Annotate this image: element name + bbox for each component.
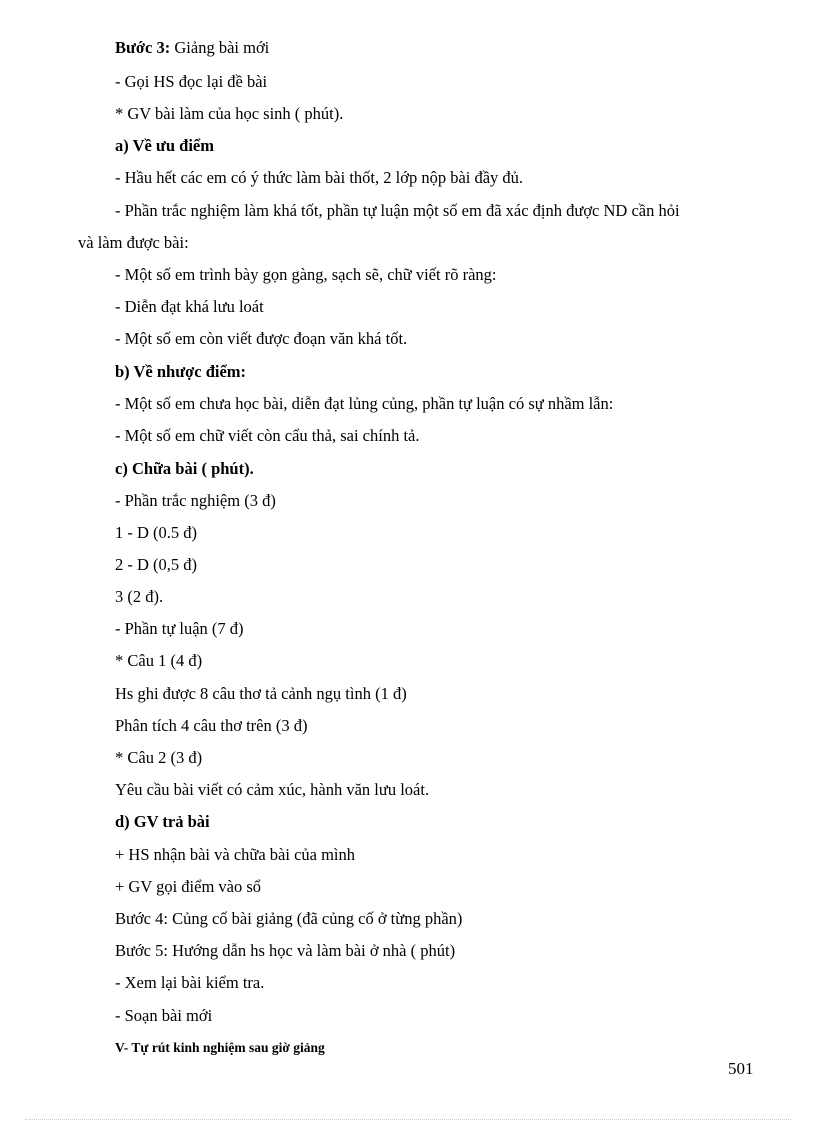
text-line: Bước 5: Hướng dẫn hs học và làm bài ở nhà ( phút) xyxy=(115,941,456,960)
heading-text: a) Về ưu điểm xyxy=(115,136,214,155)
step3-label: Bước 3: xyxy=(115,38,171,57)
text-line: Bước 4: Củng cố bài giảng (đã củng cố ở từng phần) xyxy=(115,909,463,928)
heading-text: c) Chữa bài ( phút). xyxy=(115,459,254,478)
text-line: - Gọi HS đọc lại đề bài xyxy=(115,72,268,91)
section-heading-a xyxy=(115,136,214,156)
text-line: 1 - D (0.5 đ) xyxy=(115,523,198,542)
section-heading-d xyxy=(115,812,210,832)
text-line: * Câu 1 (4 đ) xyxy=(115,651,203,670)
text-line: - Xem lại bài kiểm tra. xyxy=(115,973,265,992)
text-line: - Một số em còn viết được đoạn văn khá tốt. xyxy=(115,329,408,348)
text-line: - Một số em trình bày gọn gàng, sạch sẽ, chữ viết rõ ràng: xyxy=(115,265,497,284)
text-line: - Phần tự luận (7 đ) xyxy=(115,619,244,638)
text-line: - Diễn đạt khá lưu loát xyxy=(115,297,264,316)
heading-text: d) GV trả bài xyxy=(115,812,210,831)
text-line: - Một số em chữ viết còn cẩu thả, sai chính tả. xyxy=(115,426,420,445)
text-line: 2 - D (0,5 đ) xyxy=(115,555,198,574)
text-line-continued: và làm được bài: xyxy=(78,233,189,252)
heading-text: b) Về nhược điểm: xyxy=(115,362,247,381)
text-line: Hs ghi được 8 câu thơ tả cảnh ngụ tình (1 đ) xyxy=(115,684,407,703)
text-line: * Câu 2 (3 đ) xyxy=(115,748,203,767)
text-line: Yêu cầu bài viết có cảm xúc, hành văn lưu loát. xyxy=(115,780,430,799)
footer-divider xyxy=(25,1119,791,1120)
text-line: - Phần trắc nghiệm làm khá tốt, phần tự luận một số em đã xác định được ND cần hỏi xyxy=(115,201,680,220)
section-heading-b xyxy=(115,362,246,382)
text-line: - Soạn bài mới xyxy=(115,1006,213,1025)
section-heading-v: V- Tự rút kinh nghiệm sau giờ giảng xyxy=(115,1040,325,1055)
text-line: + GV gọi điểm vào sổ xyxy=(115,877,262,896)
text-line: + HS nhận bài và chữa bài của mình xyxy=(115,845,356,864)
text-line: Phân tích 4 câu thơ trên (3 đ) xyxy=(115,716,308,735)
step3-line xyxy=(115,38,269,58)
text-line: 3 (2 đ). xyxy=(115,587,164,606)
text-line: * GV bài làm của học sinh ( phút). xyxy=(115,104,344,123)
page-number: 501 xyxy=(728,1059,754,1078)
text-line: - Phần trắc nghiệm (3 đ) xyxy=(115,491,276,510)
section-heading-c xyxy=(115,459,254,479)
text-line: - Một số em chưa học bài, diễn đạt lủng củng, phần tự luận có sự nhầm lẫn: xyxy=(115,394,614,413)
text-line: - Hầu hết các em có ý thức làm bài thốt, 2 lớp nộp bài đầy đủ. xyxy=(115,168,524,187)
step3-text: Giảng bài mới xyxy=(170,38,270,57)
